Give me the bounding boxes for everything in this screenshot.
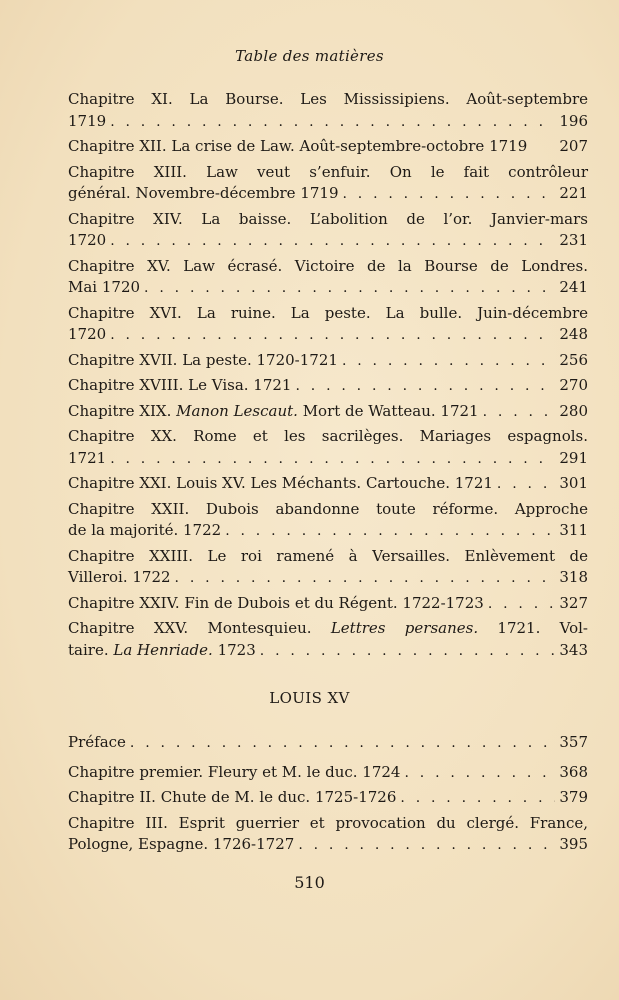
work-title: Manon Lescaut. <box>176 401 298 420</box>
page-number: 291 <box>559 448 588 467</box>
toc-entry-title-cont: 1719 <box>68 111 107 130</box>
page-number: 357 <box>559 733 588 751</box>
toc-entry-title: Chapitre III. Esprit guerrier et provocation du clergé. France, <box>68 813 588 832</box>
toc-entry-title-cont: Villeroi. 1722 <box>68 568 171 586</box>
toc-entry-title-cont: général. Novembre-décembre 1719 <box>68 184 339 202</box>
toc-entry <box>68 89 588 133</box>
dot-leader <box>225 521 555 543</box>
toc-title-part: 1723 <box>212 640 256 659</box>
page-number: 301 <box>559 474 588 492</box>
toc-entry <box>68 256 588 300</box>
toc-entry-title-cont: 1720 <box>68 231 107 249</box>
toc-entry-title: Préface <box>68 733 126 751</box>
toc-entry-title: Chapitre XX. Rome et les sacrilèges. Mariages espagnols. <box>68 427 588 445</box>
page-number: 241 <box>559 278 588 296</box>
dot-leader <box>260 641 556 663</box>
dot-leader <box>110 325 555 347</box>
dot-leader <box>483 402 556 424</box>
toc-entry-title: Chapitre XVI. La ruine. La peste. La bulle. Juin-décembre <box>68 303 588 322</box>
page-number: 343 <box>559 640 588 659</box>
dot-leader <box>298 835 555 857</box>
page-folio: 510 <box>294 873 325 892</box>
toc-entry-title-cont: 1721 <box>68 448 107 467</box>
toc-entry-title: Chapitre XVII. La peste. 1720-1721 <box>68 350 338 369</box>
toc-entry <box>68 762 588 785</box>
toc-entry <box>68 813 588 857</box>
toc-entry <box>68 375 588 398</box>
toc-entry-title: Chapitre XXII. Dubois abandonne toute réforme. Approche <box>68 499 588 518</box>
dot-leader <box>342 351 555 373</box>
toc-entry-title <box>68 618 588 640</box>
dot-leader <box>110 112 555 134</box>
toc-entry <box>68 787 588 810</box>
toc-entry <box>68 473 588 496</box>
page-number: 196 <box>559 111 588 130</box>
page-number: 231 <box>559 231 588 249</box>
dot-leader <box>497 474 555 496</box>
toc-entry-title: Chapitre XV. Law écrasé. Victoire de la Bourse de Londres. <box>68 256 588 275</box>
page-number: 207 <box>559 137 588 155</box>
toc-entry-title-cont: 1720 <box>68 325 107 343</box>
toc-entry <box>68 401 588 424</box>
toc-entry <box>68 209 588 253</box>
toc-entry <box>68 350 588 373</box>
dot-leader <box>295 376 555 398</box>
toc-entry-title: Chapitre XIV. La baisse. L’abolition de l’or. Janvier-mars <box>68 209 588 228</box>
toc-title-part: 1721. Vol- <box>478 619 589 637</box>
toc-title-part: Mort de Watteau. 1721 <box>297 401 479 420</box>
work-title: La Henriade. <box>113 640 213 659</box>
toc-entry-title: Chapitre XXIII. Le roi ramené à Versailles. Enlèvement de <box>68 546 588 565</box>
toc-entry-title: Chapitre II. Chute de M. le duc. 1725-1726 <box>68 788 397 806</box>
dot-leader <box>488 594 556 616</box>
toc-entry-title-cont: Mai 1720 <box>68 278 141 296</box>
toc-entry <box>68 136 588 159</box>
page-number: 270 <box>559 376 588 394</box>
dot-leader <box>110 231 555 253</box>
toc-entry-title: Chapitre XXIV. Fin de Dubois et du Régent. 1722-1723 <box>68 593 484 612</box>
page-number: 280 <box>559 401 588 420</box>
toc-entry-title: Chapitre XIII. Law veut s’enfuir. On le fait contrôleur <box>68 162 588 181</box>
dot-leader <box>130 733 555 755</box>
toc-entry-title: Chapitre XI. La Bourse. Les Mississipiens. Août-septembre <box>68 90 588 108</box>
toc-entry-title <box>68 401 479 423</box>
toc-entry-title-cont: Pologne, Espagne. 1726-1727 <box>68 835 295 853</box>
page-number: 248 <box>559 325 588 343</box>
toc-entry-title: Chapitre premier. Fleury et M. le duc. 1724 <box>68 762 401 781</box>
toc-entry <box>68 618 588 662</box>
page-number: 368 <box>559 762 588 781</box>
toc-entry-title: Chapitre XXI. Louis XV. Les Méchants. Cartouche. 1721 <box>68 474 493 492</box>
work-title: Lettres persanes. <box>330 619 479 637</box>
dot-leader <box>175 568 556 590</box>
page-number: 221 <box>559 184 588 202</box>
toc-entry-title-cont: de la majorité. 1722 <box>68 521 222 539</box>
dot-leader <box>404 763 555 785</box>
page-number: 311 <box>559 521 588 539</box>
toc-entry <box>68 593 588 616</box>
page-number: 395 <box>559 835 588 853</box>
page-number: 327 <box>559 593 588 612</box>
toc-entry <box>68 546 588 590</box>
toc-entry <box>68 499 588 543</box>
toc-title-part: Chapitre XIX. <box>68 401 177 420</box>
toc-entry <box>68 162 588 206</box>
toc-entry <box>68 426 588 470</box>
toc-list-regence <box>68 89 588 665</box>
toc-title-part: taire. <box>68 640 114 659</box>
dot-leader <box>110 449 555 471</box>
page-number: 256 <box>559 350 588 369</box>
dot-leader <box>342 184 555 206</box>
page-number: 379 <box>559 788 588 806</box>
toc-entry-title: Chapitre XVIII. Le Visa. 1721 <box>68 376 292 394</box>
dot-leader <box>144 278 555 300</box>
toc-list-louis-xv <box>68 732 588 860</box>
running-head: Table des matières <box>235 47 384 65</box>
toc-entry <box>68 732 588 755</box>
dot-leader <box>400 788 555 810</box>
section-heading: LOUIS XV <box>269 689 350 707</box>
page-number: 318 <box>559 568 588 586</box>
toc-entry-title-cont <box>68 640 256 662</box>
toc-entry <box>68 303 588 347</box>
toc-entry-title: Chapitre XII. La crise de Law. Août-septembre-octobre 1719 <box>68 137 528 155</box>
toc-title-part: Chapitre XXV. Montesquieu. <box>68 619 331 637</box>
